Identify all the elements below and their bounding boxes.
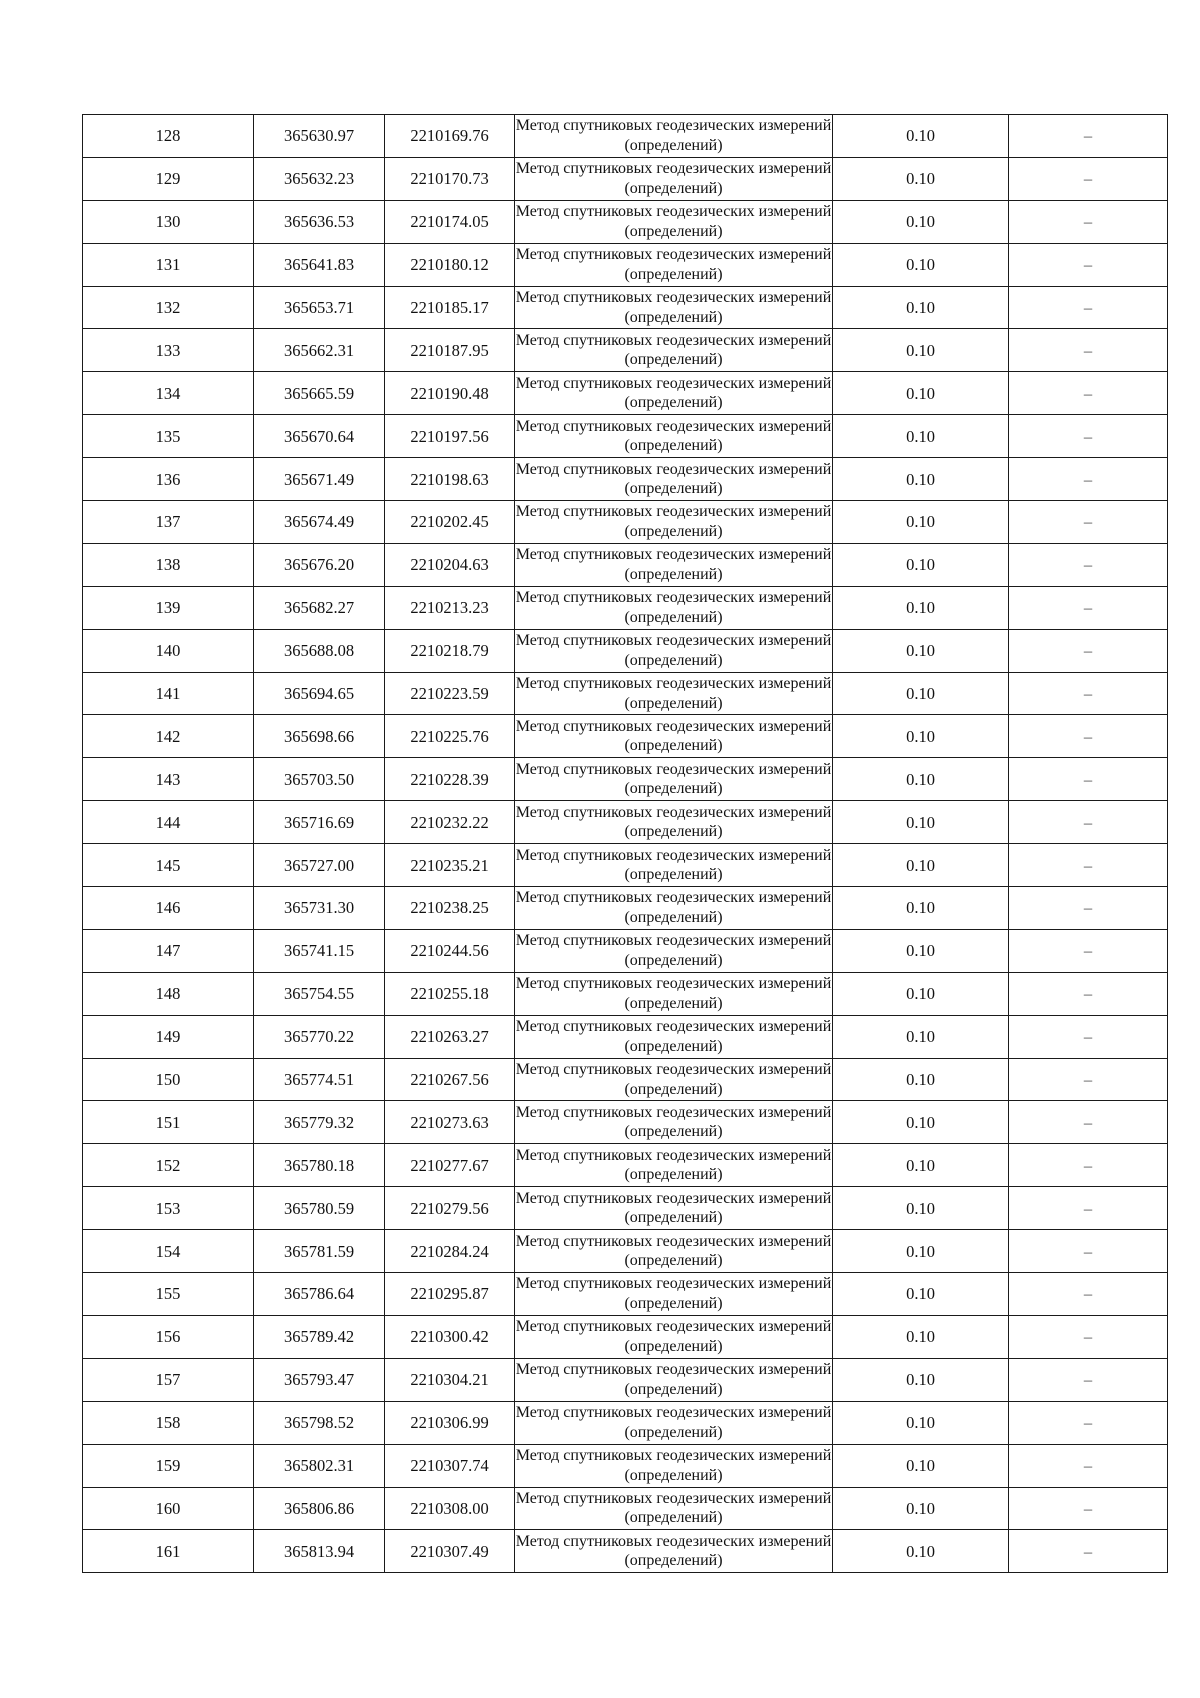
coordinate-x-cell: 365665.59	[254, 372, 385, 415]
method-cell: Метод спутниковых геодезических измерений (определений)	[515, 972, 833, 1015]
coordinate-x-cell: 365806.86	[254, 1487, 385, 1530]
precision-cell: 0.10	[833, 1315, 1009, 1358]
coordinate-y-cell: 2210169.76	[385, 115, 515, 158]
coordinate-x-cell: 365780.59	[254, 1187, 385, 1230]
method-cell: Метод спутниковых геодезических измерений (определений)	[515, 458, 833, 501]
table-row	[83, 1144, 1168, 1187]
precision-cell: 0.10	[833, 672, 1009, 715]
point-number-cell: 146	[83, 887, 254, 930]
coordinate-x-cell: 365779.32	[254, 1101, 385, 1144]
coordinate-y-cell: 2210284.24	[385, 1230, 515, 1273]
coordinate-y-cell: 2210273.63	[385, 1101, 515, 1144]
method-cell: Метод спутниковых геодезических измерений (определений)	[515, 157, 833, 200]
precision-cell: 0.10	[833, 1187, 1009, 1230]
point-number-cell: 130	[83, 200, 254, 243]
point-number-cell: 150	[83, 1058, 254, 1101]
precision-cell: 0.10	[833, 801, 1009, 844]
precision-cell: 0.10	[833, 1273, 1009, 1316]
point-number-cell: 136	[83, 458, 254, 501]
coordinate-y-cell: 2210218.79	[385, 629, 515, 672]
point-number-cell: 143	[83, 758, 254, 801]
precision-cell: 0.10	[833, 157, 1009, 200]
coordinate-y-cell: 2210198.63	[385, 458, 515, 501]
coordinate-x-cell: 365727.00	[254, 844, 385, 887]
coordinate-x-cell: 365670.64	[254, 415, 385, 458]
method-cell: Метод спутниковых геодезических измерений (определений)	[515, 415, 833, 458]
table-row	[83, 243, 1168, 286]
point-number-cell: 144	[83, 801, 254, 844]
coordinate-x-cell: 365641.83	[254, 243, 385, 286]
description-cell: –	[1009, 972, 1168, 1015]
description-cell: –	[1009, 1230, 1168, 1273]
coordinate-y-cell: 2210279.56	[385, 1187, 515, 1230]
description-cell: –	[1009, 1187, 1168, 1230]
precision-cell: 0.10	[833, 887, 1009, 930]
description-cell: –	[1009, 844, 1168, 887]
precision-cell: 0.10	[833, 1401, 1009, 1444]
coordinate-x-cell: 365682.27	[254, 586, 385, 629]
description-cell: –	[1009, 929, 1168, 972]
precision-cell: 0.10	[833, 1058, 1009, 1101]
description-cell: –	[1009, 286, 1168, 329]
table-row	[83, 286, 1168, 329]
point-number-cell: 156	[83, 1315, 254, 1358]
coordinates-table	[82, 114, 1168, 1573]
coordinate-x-cell: 365674.49	[254, 501, 385, 544]
point-number-cell: 133	[83, 329, 254, 372]
description-cell: –	[1009, 243, 1168, 286]
coordinate-x-cell: 365798.52	[254, 1401, 385, 1444]
method-cell: Метод спутниковых геодезических измерений (определений)	[515, 1273, 833, 1316]
method-cell: Метод спутниковых геодезических измерений (определений)	[515, 801, 833, 844]
precision-cell: 0.10	[833, 972, 1009, 1015]
coordinate-x-cell: 365636.53	[254, 200, 385, 243]
coordinate-y-cell: 2210308.00	[385, 1487, 515, 1530]
method-cell: Метод спутниковых геодезических измерений (определений)	[515, 115, 833, 158]
precision-cell: 0.10	[833, 715, 1009, 758]
precision-cell: 0.10	[833, 115, 1009, 158]
table-row	[83, 543, 1168, 586]
description-cell: –	[1009, 1401, 1168, 1444]
point-number-cell: 149	[83, 1015, 254, 1058]
description-cell: –	[1009, 801, 1168, 844]
method-cell: Метод спутниковых геодезических измерений (определений)	[515, 586, 833, 629]
description-cell: –	[1009, 1058, 1168, 1101]
precision-cell: 0.10	[833, 243, 1009, 286]
point-number-cell: 159	[83, 1444, 254, 1487]
point-number-cell: 141	[83, 672, 254, 715]
coordinate-y-cell: 2210174.05	[385, 200, 515, 243]
coordinate-y-cell: 2210235.21	[385, 844, 515, 887]
precision-cell: 0.10	[833, 458, 1009, 501]
table-row	[83, 1358, 1168, 1401]
method-cell: Метод спутниковых геодезических измерений (определений)	[515, 1015, 833, 1058]
coordinate-y-cell: 2210202.45	[385, 501, 515, 544]
precision-cell: 0.10	[833, 372, 1009, 415]
coordinate-x-cell: 365781.59	[254, 1230, 385, 1273]
coordinate-y-cell: 2210180.12	[385, 243, 515, 286]
table-row	[83, 1273, 1168, 1316]
precision-cell: 0.10	[833, 200, 1009, 243]
description-cell: –	[1009, 200, 1168, 243]
method-cell: Метод спутниковых геодезических измерений (определений)	[515, 1144, 833, 1187]
coordinate-x-cell: 365789.42	[254, 1315, 385, 1358]
coordinate-x-cell: 365774.51	[254, 1058, 385, 1101]
table-row	[83, 1187, 1168, 1230]
description-cell: –	[1009, 1487, 1168, 1530]
table-row	[83, 929, 1168, 972]
point-number-cell: 137	[83, 501, 254, 544]
point-number-cell: 135	[83, 415, 254, 458]
point-number-cell: 128	[83, 115, 254, 158]
description-cell: –	[1009, 1273, 1168, 1316]
coordinate-x-cell: 365698.66	[254, 715, 385, 758]
method-cell: Метод спутниковых геодезических измерений (определений)	[515, 715, 833, 758]
point-number-cell: 155	[83, 1273, 254, 1316]
method-cell: Метод спутниковых геодезических измерений (определений)	[515, 1101, 833, 1144]
coordinate-x-cell: 365653.71	[254, 286, 385, 329]
coordinate-x-cell: 365731.30	[254, 887, 385, 930]
precision-cell: 0.10	[833, 1358, 1009, 1401]
point-number-cell: 132	[83, 286, 254, 329]
coordinate-x-cell: 365802.31	[254, 1444, 385, 1487]
table-row	[83, 157, 1168, 200]
table-row	[83, 1444, 1168, 1487]
method-cell: Метод спутниковых геодезических измерений (определений)	[515, 1487, 833, 1530]
method-cell: Метод спутниковых геодезических измерений (определений)	[515, 286, 833, 329]
table-row	[83, 458, 1168, 501]
coordinate-y-cell: 2210170.73	[385, 157, 515, 200]
table-row	[83, 329, 1168, 372]
coordinate-y-cell: 2210197.56	[385, 415, 515, 458]
method-cell: Метод спутниковых геодезических измерений (определений)	[515, 1187, 833, 1230]
table-row	[83, 372, 1168, 415]
precision-cell: 0.10	[833, 629, 1009, 672]
coordinate-y-cell: 2210295.87	[385, 1273, 515, 1316]
method-cell: Метод спутниковых геодезических измерений (определений)	[515, 543, 833, 586]
method-cell: Метод спутниковых геодезических измерений (определений)	[515, 501, 833, 544]
precision-cell: 0.10	[833, 543, 1009, 586]
method-cell: Метод спутниковых геодезических измерений (определений)	[515, 887, 833, 930]
coordinate-y-cell: 2210255.18	[385, 972, 515, 1015]
precision-cell: 0.10	[833, 929, 1009, 972]
table-row	[83, 672, 1168, 715]
table-row	[83, 1530, 1168, 1573]
table-row	[83, 1230, 1168, 1273]
coordinate-y-cell: 2210307.49	[385, 1530, 515, 1573]
coordinate-x-cell: 365780.18	[254, 1144, 385, 1187]
coordinate-y-cell: 2210244.56	[385, 929, 515, 972]
description-cell: –	[1009, 157, 1168, 200]
table-row	[83, 887, 1168, 930]
coordinate-x-cell: 365813.94	[254, 1530, 385, 1573]
table-row	[83, 1315, 1168, 1358]
precision-cell: 0.10	[833, 1144, 1009, 1187]
precision-cell: 0.10	[833, 1101, 1009, 1144]
precision-cell: 0.10	[833, 1015, 1009, 1058]
coordinate-y-cell: 2210277.67	[385, 1144, 515, 1187]
coordinate-x-cell: 365754.55	[254, 972, 385, 1015]
precision-cell: 0.10	[833, 501, 1009, 544]
point-number-cell: 153	[83, 1187, 254, 1230]
coordinate-x-cell: 365703.50	[254, 758, 385, 801]
point-number-cell: 158	[83, 1401, 254, 1444]
precision-cell: 0.10	[833, 758, 1009, 801]
coordinate-y-cell: 2210223.59	[385, 672, 515, 715]
description-cell: –	[1009, 1101, 1168, 1144]
method-cell: Метод спутниковых геодезических измерений (определений)	[515, 758, 833, 801]
method-cell: Метод спутниковых геодезических измерений (определений)	[515, 1315, 833, 1358]
description-cell: –	[1009, 1444, 1168, 1487]
coordinate-x-cell: 365662.31	[254, 329, 385, 372]
table-row	[83, 1487, 1168, 1530]
coordinate-x-cell: 365716.69	[254, 801, 385, 844]
method-cell: Метод спутниковых геодезических измерений (определений)	[515, 1530, 833, 1573]
method-cell: Метод спутниковых геодезических измерений (определений)	[515, 329, 833, 372]
description-cell: –	[1009, 1144, 1168, 1187]
description-cell: –	[1009, 501, 1168, 544]
coordinates-table-body	[83, 115, 1168, 1573]
coordinate-x-cell: 365770.22	[254, 1015, 385, 1058]
coordinate-x-cell: 365688.08	[254, 629, 385, 672]
point-number-cell: 148	[83, 972, 254, 1015]
table-row	[83, 1015, 1168, 1058]
precision-cell: 0.10	[833, 329, 1009, 372]
table-row	[83, 1058, 1168, 1101]
table-row	[83, 586, 1168, 629]
point-number-cell: 152	[83, 1144, 254, 1187]
point-number-cell: 138	[83, 543, 254, 586]
point-number-cell: 134	[83, 372, 254, 415]
table-row	[83, 1401, 1168, 1444]
method-cell: Метод спутниковых геодезических измерений (определений)	[515, 1230, 833, 1273]
coordinate-x-cell: 365671.49	[254, 458, 385, 501]
description-cell: –	[1009, 329, 1168, 372]
precision-cell: 0.10	[833, 844, 1009, 887]
coordinate-x-cell: 365741.15	[254, 929, 385, 972]
coordinate-y-cell: 2210300.42	[385, 1315, 515, 1358]
description-cell: –	[1009, 415, 1168, 458]
description-cell: –	[1009, 758, 1168, 801]
coordinate-y-cell: 2210304.21	[385, 1358, 515, 1401]
coordinate-x-cell: 365630.97	[254, 115, 385, 158]
point-number-cell: 140	[83, 629, 254, 672]
method-cell: Метод спутниковых геодезических измерений (определений)	[515, 672, 833, 715]
description-cell: –	[1009, 887, 1168, 930]
description-cell: –	[1009, 115, 1168, 158]
description-cell: –	[1009, 1315, 1168, 1358]
point-number-cell: 131	[83, 243, 254, 286]
coordinate-y-cell: 2210185.17	[385, 286, 515, 329]
method-cell: Метод спутниковых геодезических измерений (определений)	[515, 1401, 833, 1444]
coordinate-y-cell: 2210232.22	[385, 801, 515, 844]
table-row	[83, 801, 1168, 844]
description-cell: –	[1009, 1530, 1168, 1573]
table-row	[83, 758, 1168, 801]
coordinate-x-cell: 365793.47	[254, 1358, 385, 1401]
method-cell: Метод спутниковых геодезических измерений (определений)	[515, 629, 833, 672]
precision-cell: 0.10	[833, 1230, 1009, 1273]
coordinate-y-cell: 2210204.63	[385, 543, 515, 586]
point-number-cell: 151	[83, 1101, 254, 1144]
method-cell: Метод спутниковых геодезических измерений (определений)	[515, 1358, 833, 1401]
method-cell: Метод спутниковых геодезических измерений (определений)	[515, 1444, 833, 1487]
table-row	[83, 1101, 1168, 1144]
coordinate-y-cell: 2210238.25	[385, 887, 515, 930]
coordinate-y-cell: 2210306.99	[385, 1401, 515, 1444]
method-cell: Метод спутниковых геодезических измерений (определений)	[515, 243, 833, 286]
table-row	[83, 200, 1168, 243]
description-cell: –	[1009, 715, 1168, 758]
coordinate-y-cell: 2210225.76	[385, 715, 515, 758]
coordinate-y-cell: 2210187.95	[385, 329, 515, 372]
table-row	[83, 115, 1168, 158]
table-row	[83, 415, 1168, 458]
description-cell: –	[1009, 1358, 1168, 1401]
description-cell: –	[1009, 1015, 1168, 1058]
method-cell: Метод спутниковых геодезических измерений (определений)	[515, 200, 833, 243]
table-row	[83, 844, 1168, 887]
coordinate-y-cell: 2210190.48	[385, 372, 515, 415]
description-cell: –	[1009, 372, 1168, 415]
point-number-cell: 129	[83, 157, 254, 200]
table-row	[83, 629, 1168, 672]
coordinate-x-cell: 365694.65	[254, 672, 385, 715]
point-number-cell: 147	[83, 929, 254, 972]
coordinate-y-cell: 2210228.39	[385, 758, 515, 801]
method-cell: Метод спутниковых геодезических измерений (определений)	[515, 929, 833, 972]
table-row	[83, 501, 1168, 544]
table-row	[83, 972, 1168, 1015]
coordinate-y-cell: 2210307.74	[385, 1444, 515, 1487]
point-number-cell: 154	[83, 1230, 254, 1273]
method-cell: Метод спутниковых геодезических измерений (определений)	[515, 844, 833, 887]
precision-cell: 0.10	[833, 286, 1009, 329]
coordinate-x-cell: 365632.23	[254, 157, 385, 200]
description-cell: –	[1009, 672, 1168, 715]
description-cell: –	[1009, 586, 1168, 629]
method-cell: Метод спутниковых геодезических измерений (определений)	[515, 1058, 833, 1101]
point-number-cell: 142	[83, 715, 254, 758]
coordinate-y-cell: 2210263.27	[385, 1015, 515, 1058]
description-cell: –	[1009, 458, 1168, 501]
precision-cell: 0.10	[833, 586, 1009, 629]
point-number-cell: 145	[83, 844, 254, 887]
precision-cell: 0.10	[833, 1444, 1009, 1487]
point-number-cell: 161	[83, 1530, 254, 1573]
description-cell: –	[1009, 543, 1168, 586]
method-cell: Метод спутниковых геодезических измерений (определений)	[515, 372, 833, 415]
table-row	[83, 715, 1168, 758]
coordinate-y-cell: 2210213.23	[385, 586, 515, 629]
coordinate-x-cell: 365786.64	[254, 1273, 385, 1316]
coordinate-y-cell: 2210267.56	[385, 1058, 515, 1101]
precision-cell: 0.10	[833, 415, 1009, 458]
precision-cell: 0.10	[833, 1487, 1009, 1530]
point-number-cell: 157	[83, 1358, 254, 1401]
point-number-cell: 160	[83, 1487, 254, 1530]
point-number-cell: 139	[83, 586, 254, 629]
precision-cell: 0.10	[833, 1530, 1009, 1573]
description-cell: –	[1009, 629, 1168, 672]
coordinate-x-cell: 365676.20	[254, 543, 385, 586]
